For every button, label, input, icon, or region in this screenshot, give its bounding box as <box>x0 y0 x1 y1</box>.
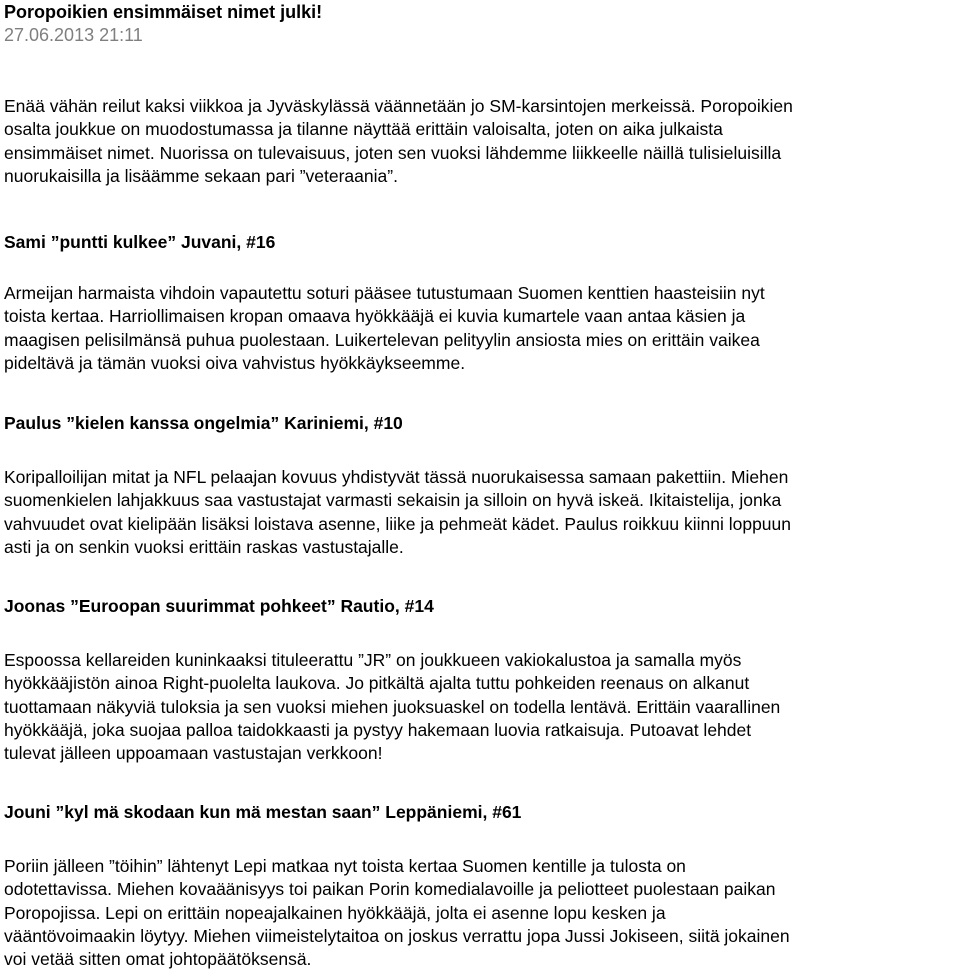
intro-line: nuorukaisilla ja lisäämme sekaan pari ”veteraania”. <box>4 165 398 186</box>
player-description <box>4 282 956 375</box>
description-line: voi vetää sitten omat johtopäätöksensä. <box>4 949 312 970</box>
description-line: Poriin jälleen ”töihin” lähtenyt Lepi matkaa nyt toista kertaa Suomen kentille ja tulosta on <box>4 856 686 876</box>
description-line: asti ja on senkin vuoksi erittäin raskas vastustajalle. <box>4 536 404 557</box>
intro-line: ensimmäiset nimet. Nuorissa on tulevaisuus, joten sen vuoksi lähdemme liikkeelle näillä tulisieluisilla <box>4 142 782 163</box>
description-line: Armeijan harmaista vihdoin vapautettu soturi pääsee tutustumaan Suomen kenttien haasteisiin nyt <box>4 283 765 303</box>
player-heading: Joonas ”Euroopan suurimmat pohkeet” Rautio, #14 <box>4 596 434 616</box>
player-heading: Jouni ”kyl mä skodaan kun mä mestan saan” Leppäniemi, #61 <box>4 802 522 822</box>
player-heading: Paulus ”kielen kanssa ongelmia” Kariniemi, #10 <box>4 413 403 433</box>
description-line: tulevat jälleen uppoamaan vastustajan verkkoon! <box>4 743 383 764</box>
description-line: Poropojissa. Lepi on erittäin nopeajalkainen hyökkääjä, jolta ei asenne lopu kesken ja <box>4 902 666 923</box>
description-line: hyökkääjä, joka suojaa palloa taidokkaasti ja pystyy hakemaan luovia ratkaisuja. Putoavat lehdet <box>4 719 752 740</box>
article-title: Poropoikien ensimmäiset nimet julki! <box>4 2 323 22</box>
player-description <box>4 649 956 765</box>
player-heading: Sami ”puntti kulkee” Juvani, #16 <box>4 232 276 252</box>
player-description <box>4 466 956 559</box>
description-line: pideltävä ja tämän vuoksi oiva vahvistus hyökkäykseemme. <box>4 352 466 373</box>
intro-paragraph <box>4 95 956 188</box>
article-date: 27.06.2013 21:11 <box>4 25 143 45</box>
description-line: Espoossa kellareiden kuninkaaksi tituleerattu ”JR” on joukkueen vakiokalustoa ja samalla myös <box>4 650 742 670</box>
description-line: Koripalloilijan mitat ja NFL pelaajan kovuus yhdistyvät tässä nuorukaisessa samaan pakettiin. Miehen <box>4 467 789 487</box>
description-line: vääntövoimaakin löytyy. Miehen viimeistelytaitoa on joskus verrattu jopa Jussi Jokiseen, siitä jokainen <box>4 925 790 946</box>
description-line: suomenkielen lahjakkuus saa vastustajat varmasti sekaisin ja silloin on hyvä iskeä. Ikitaistelija, jonka <box>4 490 782 511</box>
description-line: vahvuudet ovat kielipään lisäksi loistava asenne, liike ja pehmeät kädet. Paulus roikkuu kiinni loppuun <box>4 513 792 534</box>
description-line: hyökkääjistön ainoa Right-puolelta laukova. Jo pitkältä ajalta tuttu pohkeiden reenaus on alkanut <box>4 673 750 694</box>
description-line: tuottamaan näkyviä tuloksia ja sen vuoksi miehen juoksuaskel on todella lentävä. Erittäin vaarallinen <box>4 696 781 717</box>
description-line: odotettavissa. Miehen kovaäänisyys toi paikan Porin komedialavoille ja peliotteet puolestaan paikan <box>4 879 776 900</box>
intro-line: osalta joukkue on muodostumassa ja tilanne näyttää erittäin valoisalta, joten on aika julkaista <box>4 119 723 140</box>
player-description <box>4 855 956 971</box>
description-line: maagisen pelisilmänsä puhua puolestaan. Luikertelevan pelityylin ansiosta mies on erittäin vaikea <box>4 329 760 350</box>
intro-line: Enää vähän reilut kaksi viikkoa ja Jyväskylässä väännetään jo SM-karsintojen merkeissä. Poropoikien <box>4 96 793 116</box>
description-line: toista kertaa. Harriollimaisen kropan omaava hyökkääjä ei kuvia kumartele vaan antaa käsien ja <box>4 306 746 327</box>
